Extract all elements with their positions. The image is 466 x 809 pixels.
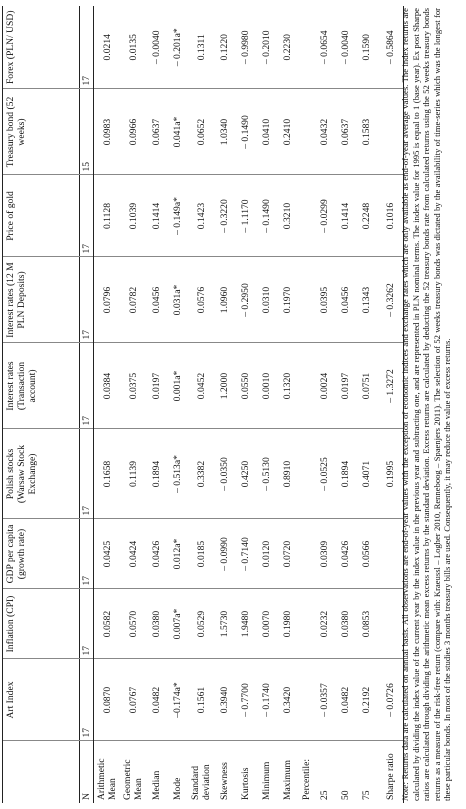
table-cell: 0.0432 [314,89,335,175]
table-cell: – 0.9980 [235,6,256,89]
table-cell: – 0.0726 [377,659,404,741]
table-cell: 0.2248 [356,175,377,257]
table-cell: 0.1970 [277,257,298,343]
table-cell: 0.0395 [314,257,335,343]
table-cell [298,343,314,429]
table-cell: 17 [80,343,94,429]
row-label: Mode [172,777,183,800]
table-cell: 0.1980 [277,589,298,659]
table-cell: – 0.0654 [314,6,335,89]
table-cell: – 0.0040 [335,6,356,89]
table-cell [298,257,314,343]
table-row [120,6,146,803]
table-row [256,6,277,803]
table-cell: 0.0410 [256,89,277,175]
row-label: Standard deviation [190,764,212,800]
column-header: GDP per capita (growth rate) [3,519,80,589]
table-cell: 0.3210 [277,175,298,257]
table-row [167,6,188,803]
table-cell: – 0.1490 [235,89,256,175]
column-header: Interest rates (12 M PLN Deposits) [3,257,80,343]
table-cell: 0.0197 [146,343,167,429]
header-row [3,6,80,803]
table-cell: 0.1128 [94,175,121,257]
table-row [298,6,314,803]
table-cell: 0.0424 [120,519,146,589]
column-header: Treasury bond (52 weeks) [3,89,80,175]
table-cell: 0.007a* [167,589,188,659]
table-cell: – 0.0990 [214,519,235,589]
table-row [356,6,377,803]
table-cell: 0.0529 [188,589,214,659]
table-row [94,6,121,803]
statistics-table [2,6,404,803]
table-cell: 0.1414 [335,175,356,257]
header-corner [3,741,80,803]
table-cell: – 0.0299 [314,175,335,257]
table-row [188,6,214,803]
table-cell: 0.0135 [120,6,146,89]
column-header: Price of gold [3,175,80,257]
table-cell: – 0.1740 [256,659,277,741]
row-label: Sharpe ratio [377,741,404,803]
table-cell: – 0.0040 [146,6,167,89]
column-header: Forex (PLN/ USD) [3,6,80,89]
table-row [335,6,356,803]
table-cell: 0.0310 [256,257,277,343]
table-cell: – 0.149a* [167,175,188,257]
table-cell: – 0.1490 [256,175,277,257]
table-cell: –0.174a* [167,659,188,741]
table-cell [298,429,314,519]
table-cell: – 0.7700 [235,659,256,741]
table-cell: 0.3420 [277,659,298,741]
table-cell: 0.031a* [167,257,188,343]
table-row [235,6,256,803]
table-cell: 0.1894 [146,429,167,519]
table-cell: 0.0185 [188,519,214,589]
table-cell [298,89,314,175]
table-cell: 0.0375 [120,343,146,429]
table-cell: 0.041a* [167,89,188,175]
row-label: N [80,741,94,803]
table-cell: 0.0570 [120,589,146,659]
table-row [214,6,235,803]
column-header: Art Index [3,659,80,741]
table-cell: 0.0870 [94,659,121,741]
table-cell: – 0.513a* [167,429,188,519]
table-cell: – 0.3262 [377,257,404,343]
table-cell: 0.0425 [94,519,121,589]
table-cell: 17 [80,519,94,589]
table-cell: – 1.1170 [235,175,256,257]
table-cell: 0.0120 [256,519,277,589]
table-cell: 17 [80,659,94,741]
note-lead: Note: [400,781,410,801]
table-cell: 0.0232 [314,589,335,659]
table-cell: 0.0966 [120,89,146,175]
row-label: Percentile: [300,758,312,800]
table-cell: 0.1414 [146,175,167,257]
table-cell: 17 [80,257,94,343]
table-cell: 0.1894 [335,429,356,519]
row-label: 50 [340,790,351,800]
table-cell: 0.012a* [167,519,188,589]
table-cell: 17 [80,175,94,257]
table-cell: 0.0384 [94,343,121,429]
table-cell: 0.0751 [356,343,377,429]
row-label: Geometric Mean [122,759,144,800]
table-cell: 1.5730 [214,589,235,659]
table-cell: 0.0482 [146,659,167,741]
table-cell: 0.1039 [120,175,146,257]
table-cell: 0.1220 [214,6,235,89]
table-cell: 0.2230 [277,6,298,89]
table-cell: 0.1583 [356,89,377,175]
table-cell: 0.0456 [146,257,167,343]
table-cell [298,6,314,89]
table-cell: 0.1320 [277,343,298,429]
table-cell: 0.0796 [94,257,121,343]
row-label: Median [151,770,162,800]
table-cell: 0.0720 [277,519,298,589]
table-cell: 1.0340 [214,89,235,175]
table-cell: – 0.7140 [235,519,256,589]
column-header: Interest rates (Transaction account) [3,343,80,429]
table-cell: 15 [80,89,94,175]
table-cell: 1.0960 [214,257,235,343]
table-cell: – 1.3272 [377,343,404,429]
table-cell: – 0.0525 [314,429,335,519]
table-cell: 0.0550 [235,343,256,429]
table-note [400,8,453,801]
table-cell: – 0.2950 [235,257,256,343]
row-label: Skewness [219,762,230,800]
table-cell: 0.0576 [188,257,214,343]
table-row [314,6,335,803]
table-cell: – 0.3220 [214,175,235,257]
table-cell: 0.0309 [314,519,335,589]
table-cell: 0.0452 [188,343,214,429]
table-cell: 0.0380 [335,589,356,659]
table-cell: 0.4071 [356,429,377,519]
table-cell: 17 [80,589,94,659]
table-cell: 0.1343 [356,257,377,343]
table-cell: 0.1016 [377,175,404,257]
table-cell: 17 [80,6,94,89]
table-cell: 0.0380 [146,589,167,659]
row-label: Minimum [261,761,272,800]
table-row [277,6,298,803]
table-cell [298,519,314,589]
table-cell: 0.0637 [146,89,167,175]
table-cell: 0.1561 [188,659,214,741]
table-cell: 0.0582 [94,589,121,659]
row-label: Kurtosis [240,767,251,800]
table-cell: 0.0024 [314,343,335,429]
table-cell: 0.0214 [94,6,121,89]
row-label: Maximum [282,760,293,800]
table-cell: 0.0070 [256,589,277,659]
table-cell: 0.2192 [356,659,377,741]
table-cell: 0.0853 [356,589,377,659]
table-cell: 17 [80,429,94,519]
table-cell: 0.0010 [256,343,277,429]
column-header: Inflation (CPI) [3,589,80,659]
row-label: Arithmetic Mean [96,758,118,800]
table-cell: 0.0197 [335,343,356,429]
table-cell: 0.0983 [94,89,121,175]
table-cell: – 0.5864 [377,6,404,89]
table-cell: 0.1590 [356,6,377,89]
table-cell: 1.2000 [214,343,235,429]
table-cell: 0.1311 [188,6,214,89]
table-cell: 0.1423 [188,175,214,257]
n-row [80,6,94,803]
table-cell [298,175,314,257]
table-cell: 0.1658 [94,429,121,519]
table-cell [298,659,314,741]
table-cell: 0.1995 [377,429,404,519]
table-cell: – 0.2010 [256,6,277,89]
table-cell: 0.0652 [188,89,214,175]
table-cell: 0.4250 [235,429,256,519]
table-cell: 0.0426 [146,519,167,589]
table-cell: – 0.5130 [256,429,277,519]
table-cell: – 0.201a* [167,6,188,89]
table-cell: 0.3382 [188,429,214,519]
table-cell: 1.9480 [235,589,256,659]
table-cell: 0.001a* [167,343,188,429]
table-cell: 0.2410 [277,89,298,175]
table-cell: 0.3940 [214,659,235,741]
table-cell: – 0.0357 [314,659,335,741]
table-cell: 0.0482 [335,659,356,741]
table-cell: 0.0767 [120,659,146,741]
column-header: Polish stocks (Warsaw Stock Exchange) [3,429,80,519]
table-cell: 0.0782 [120,257,146,343]
table-cell: 0.1139 [120,429,146,519]
table-cell: – 0.0350 [214,429,235,519]
table-cell: 0.0637 [335,89,356,175]
table-cell: 0.0566 [356,519,377,589]
row-label: 25 [319,790,330,800]
note-text: Returns data are calculated on annual basis. All observations are end-of-year values with the exception of economic indices and exchange rates which are only available as end-of-year average values. The index returns are calculated by dividing the index value of the current year by the index value in the previous year and subtracting one, and are represented in PLN nominal terms. The index value for 1995 is equal to 1 (base year). Ex post Sharpe ratios are calculated through dividing the arithmetic mean excess returns by the standard deviation. Excess returns are calculated by deducting the 52 treasury bonds rate from calculated returns using the 52 weeks treasury bonds returns as a measure of the risk-free return (compare with: Kraeussl – Logher 2010, Renneboog – Spaenjers 2011). The selection of 52 weeks treasury bonds was dictated by the availability of time-series which was the longest for these particular bonds. In most of the studies 3 months treasury bills are used. Consequently, it may reduce the value of excess returns. [400,8,453,801]
table-cell: 0.8910 [277,429,298,519]
table-cell: 0.0456 [335,257,356,343]
row-label: 75 [361,790,372,800]
table-row [146,6,167,803]
table-cell [298,589,314,659]
table-cell: 0.0426 [335,519,356,589]
statistics-table-container [2,6,394,803]
